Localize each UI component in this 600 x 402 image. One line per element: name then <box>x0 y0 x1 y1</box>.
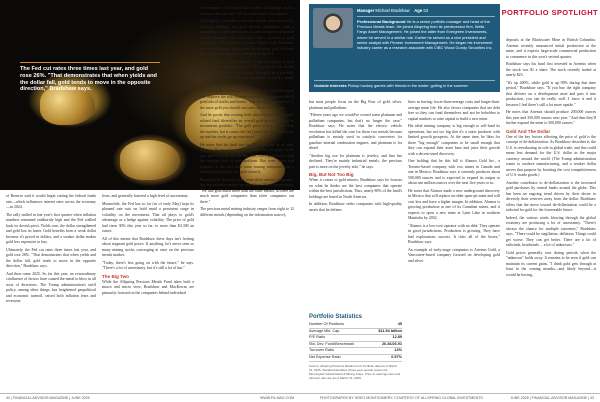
photo-credit: PHOTOGRAPHS BY GREG MONTGOMERY, COURTESY OF ALLSPRING GLOBAL INVESTMENTS <box>320 396 483 400</box>
gold-nugget <box>120 140 180 180</box>
stats-value: 12.89 <box>392 335 402 340</box>
paragraph: And then came 2025. So far this year, an extraordinary confluence of factors have caused the metal to blow in all sorts of directions. The Trump administration's tariff policy, among other things, has heightened geopolitical and economic turmoil, raised both inflation fears and recession <box>6 271 96 303</box>
section-subhead: The Big Two <box>102 273 129 279</box>
footer-website: WWW.FA-MAG.COM <box>260 396 295 400</box>
section-subhead: Gold And The Dollar <box>506 128 551 134</box>
paragraph: "Alamos is a low-cost operator with no debt. They operate in good jurisdictions. Production is growing. They have had explorations success. It ticks all of the boxes," Bradshaw says. <box>408 223 500 244</box>
paragraph: Indeed, the various winds blowing through the global economy are producing a lot of uncertainty. "There's always the chance for multiple outcomes," Bradshaw says. "There could be stagflation, deflation. Things could get worse. They can get better. There are a lot of tailwinds, headwinds ... a lot of unknowns." <box>506 215 596 247</box>
paragraph: "Today, there's less going on with the future," he says. "There's a lot of uncertainty, but it's still a lot of fun." <box>102 260 194 270</box>
paragraph: All of this means that Bradshaw these days isn't fretting about stagnant gold prices. If anything, he's never seen so many mining stocks converging at once on the precious metals market. <box>102 236 194 257</box>
paragraph: Ultimately, the Fed cut rates three times last year, and gold rose 26%. "That demonstrates that when yields and the dollar fall, gold tends to move in the opposite direction," Bradshaw says. <box>6 247 96 268</box>
stats-value: 26.46/26.91 <box>381 341 402 346</box>
paragraph: In addition, Bradshaw seeks companies with high-quality assets that he defines <box>309 202 402 212</box>
page-footer <box>0 393 600 402</box>
paragraph: An example of early-stage companies is Artemis Gold, a Vancouver-based company focused on developing gold and silver <box>408 247 500 263</box>
stats-label: Number Of Positions <box>309 322 345 326</box>
paragraph: Beyond gold, the fund owns some silver mining companies, but this exposure makes up only about 4% of the portfolio. "We like gold much more than the other metals, so there are much more gold companies than silver companies out there." <box>200 177 294 204</box>
stats-label: Turnover Ratio <box>309 348 334 353</box>
paragraph: While the Allspring Precious Metals Fund takes both a macro and micro view, Bradshaw and MacKerras are primarily focused on the companies behind individual <box>102 279 194 295</box>
stats-value: 14% <box>394 348 402 353</box>
stats-row <box>309 342 402 349</box>
background-text: He is a senior portfolio manager and head of the Precious Metals team. He joined Allspring from its predecessor firm, Wells Fargo Asset Management. He joined the latter from Evergreen Investments, where he served in a similar role. Earlier he served as a vice president and senior analyst with Pioneer Investment Management. He began his investment industry career as a research associate with CIBC Wood Gundy Securities Inc. <box>357 19 493 51</box>
stats-row <box>309 335 402 342</box>
manager-label: Manager <box>357 8 375 13</box>
manager-age: 63 <box>423 8 429 13</box>
paragraph: "Fifteen years ago we would've owned some platinum and palladium companies, but that's no longer the case," Bradshaw says. He notes that the electric vehicle revolution has killed the case for those two metals because palladium is mainly used in catalytic converters for gasoline internal combustion engines, and platinum is for diesel. <box>309 113 402 150</box>
pull-quote-text: The Fed cut rates three times last year, and gold rose 26%. "That demonstrates that when yields and the dollar fall, gold tends to move in the opposite direction," Bradshaw says. <box>20 66 157 93</box>
paragraph: fears, and generally fostered a high level of uncertainty. <box>102 194 189 198</box>
footer-right-folio: JUNE 2025 | FINANCIAL ADVISOR MAGAZINE | 43 <box>510 396 594 400</box>
stats-label: Net Expense Ratio <box>309 354 341 359</box>
paragraph: fines as having: lower-than-average costs and longer-than-average mine life. He also favors companies that are debt free so they can fund themselves and not be beholden to capital markets to raise capital to build a new mine. <box>408 100 500 121</box>
manager-profile-box <box>309 4 500 92</box>
paragraph: Meanwhile, the Fed has so far (as of early May) kept its planned rate cuts on hold amid a persistent surge in volatility on the movement. That all plays to gold's advantage as a hedge against volatility. The price of gold had risen 30% this year so far, to more than $3,300 an ounce. <box>102 201 194 233</box>
paragraph: deposits at the Blackwater Mine in British Columbia. Artemis recently announced initial production at the mine, and it expects large-scale commercial production to commence in this year's second quarter. <box>506 38 596 59</box>
stats-source-note: Source: Allspring Precious Metals Fund. Portfolio data as of March 31, 2025. Standard deviation (three-year period) versus the Morningstar Global Metal & Mining Index. Price-to-earnings ratio and turnover ratio are as of March 31, 2025. <box>309 363 401 380</box>
paragraph: The precious metal mining industry ranges from eight to 12 different metals (depending on the information source), <box>200 207 294 217</box>
article-column-4 <box>309 100 402 312</box>
paragraph: ual companies. Their portfolio contains 45 holdings, and its turnover rate was only 14% as of this year's first quarter. <box>200 6 294 16</box>
stats-value: 0.97% <box>391 354 402 359</box>
paragraph: Although it's ostensibly a precious metals fund, most of its portfolio holdings are gold mining companies, with a smattering of other businesses focused on mine exploration and development. The fund also holds a position in gold bullion (at 4.6%) within a Cayman Islands fund. Bradshaw says the Allspring fund owns the physical gold offshore because gold is taxed as a collectible in the U.S. <box>200 19 294 56</box>
footer-left-folio: 42 | FINANCIAL ADVISOR MAGAZINE | JUNE 2025 <box>6 396 90 400</box>
paragraph: Gold prices generally rose during periods when the "unknown" holds sway. It remains to be seen if gold can maintain its current gains. "I think gold gets through at least in the coming months—and likely beyond—it would be having, <box>506 250 596 277</box>
stats-label: Average Mkt. Cap. <box>309 328 341 333</box>
paragraph: One holding that he this bill is Alamos Gold Inc., a Toronto-based company with two mines in Canada and one in Mexico. Bradshaw says it currently produces about 500,000 ounces and is expected to expand its output to about one million ounces over the next five years or so. <box>408 159 500 185</box>
paragraph: "Another big use for platinum is jewelry, and that has declined. They're mainly industrial metals, the precious part is more on the jewelry side," he says. <box>309 153 402 169</box>
stats-value: 45 <box>397 322 402 326</box>
paragraph: He notes that Artemis should produce 200,000 ounces this year and 350,000 ounces next year. "And then they'll further expand the mine to 500,000 ounces." <box>506 110 596 125</box>
portfolio-statistics-table <box>309 314 402 380</box>
background-label: Professional Background <box>357 19 406 24</box>
pull-quote <box>20 62 160 93</box>
stats-row <box>309 348 402 355</box>
paragraph: He notes that his fund was up 50% this year as of early May, or 20 percentage points greater than the jump in the spot price of gold. On the flip side, when gold prices drop the equities tend to underperform. But even when that happens, at the very least some mining companies pay a dividend (which physical gold doesn't). <box>200 142 294 174</box>
manager-background <box>357 19 495 50</box>
stats-row <box>309 329 402 336</box>
article-column-5 <box>408 100 500 390</box>
interests-text: Pickup hockey games with friends in the winter; golfing in the summer. <box>347 82 469 88</box>
paragraph: One of the key factors affecting the price of gold is the concept of de-dollarization. As Bradshaw describes it, the U.S. is reevaluating its role in global trade, and this could mean less demand for the U.S. dollar as the major currency around the world. (The Trump administration wants to onshore manufacturing, and a weaker dollar serves that purpose by boosting the cost competitiveness of U.S.-made goods.) <box>506 134 596 177</box>
stats-row <box>309 355 402 362</box>
pull-quote-rule <box>20 62 160 63</box>
article-column-6 <box>506 38 596 390</box>
stats-title: Portfolio Statistics <box>309 314 363 320</box>
paragraph: "It's up 400%, while gold is up 90% during that time period," Bradshaw says. "If you buy the right company that delivers on a development asset and puts it into production, you can do really well. I favor it and it because I feel there's still a lot more upside." <box>506 80 596 107</box>
paragraph: And he posits that owning both physical gold and a gold-related fund diversifies an overall gold position within an investment portfolio. "The gold price is less volatile than the equities, but it causes the fits [years] the gold price goes up and the stocks go up even more." <box>200 113 294 139</box>
section-subhead: Big, But Not Too Big <box>309 172 354 177</box>
paragraph: He notes that Alamos made a new underground discovery in Mexico that will replace an older open-pit mine and will cost less and have a higher margin. In addition, Alamos is growing production at one of its Canadian mines, and it expects to open a new mine at Lynn Lake in northern Manitoba by 2032. <box>408 188 500 220</box>
article-column-3 <box>200 6 294 390</box>
paragraph: The rally stalled in late year's first quarter when inflation numbers remained stubbornly high and the Fed walked back its dovish pivot. Yields rose, the dollar strengthened and gold lost its luster. Gold benefits from a weak dollar because it's priced in dollars, and a weaker dollar makes gold less expensive to buy. <box>6 212 96 244</box>
stats-row <box>309 322 402 329</box>
manager-interests <box>314 80 495 88</box>
manager-photo <box>313 8 353 48</box>
stats-label: P/E Ratio <box>309 335 326 340</box>
article-column-1 <box>6 194 96 390</box>
paragraph: He cites studies showing that a 5% to 7% gold allocation can improve the risk-adjusted returns of a traditional 60-40 portfolio of stocks and bonds. "The stocks [the portfolio] is, the more gold you should own and vice versa," he says. <box>200 89 294 110</box>
stats-value: $11.54 billion <box>378 328 402 333</box>
paragraph: When it comes to gold miners, Bradshaw says he focuses on what he thinks are the best companies that operate within the best jurisdictions. Thus, nearly 80% of the fund's holdings are based in North America. <box>309 178 402 199</box>
manager-name: Michael Bradshaw <box>375 8 410 13</box>
paragraph: Another contributor to de-dollarization is the increased gold purchases by central banks around the globe. This has been an ongoing trend driven by their desire to diversify their reserves away from the dollar. Bradshaw offers that the move toward de-dollarization could be a tailwind for gold for the foreseeable future. <box>506 180 596 212</box>
article-column-2 <box>102 194 194 390</box>
paragraph: but most people focus on the Big Four of gold, silver, platinum and palladium. <box>309 100 402 110</box>
paragraph: Bradshaw says his fund first invested in Artemis when the stock was $1 a share. The stock recently traded at nearly $23. <box>506 62 596 77</box>
paragraph: "People ask me, 'Why shouldn't I just own physical gold rather than investing in a fund?' My answer is you should do both," Bradshaw says, noting that gold in a portfolio diversifier because of its low correlation to stocks, bonds and other assets. <box>200 59 294 86</box>
paragraph: of Reserve said it would begin cutting the federal funds rate—which influences interest rates across the economy—in 2024. <box>6 194 96 209</box>
age-label: Age <box>414 8 423 13</box>
interests-label: Outside Interests <box>314 82 347 88</box>
section-banner: PORTFOLIO SPOTLIGHT <box>501 8 598 17</box>
manager-header <box>357 8 495 17</box>
paragraph: His ideal mining company is big enough to self-fund its operations, but not too big that it's a static producer with limited growth prospects. At the same time, he likes for these "big enough" companies to be small enough that they can expand their asset base and juice their growth with a decent-sized discovery. <box>408 124 500 156</box>
stats-label: Std. Dev. Fund/Benchmark <box>309 341 355 346</box>
